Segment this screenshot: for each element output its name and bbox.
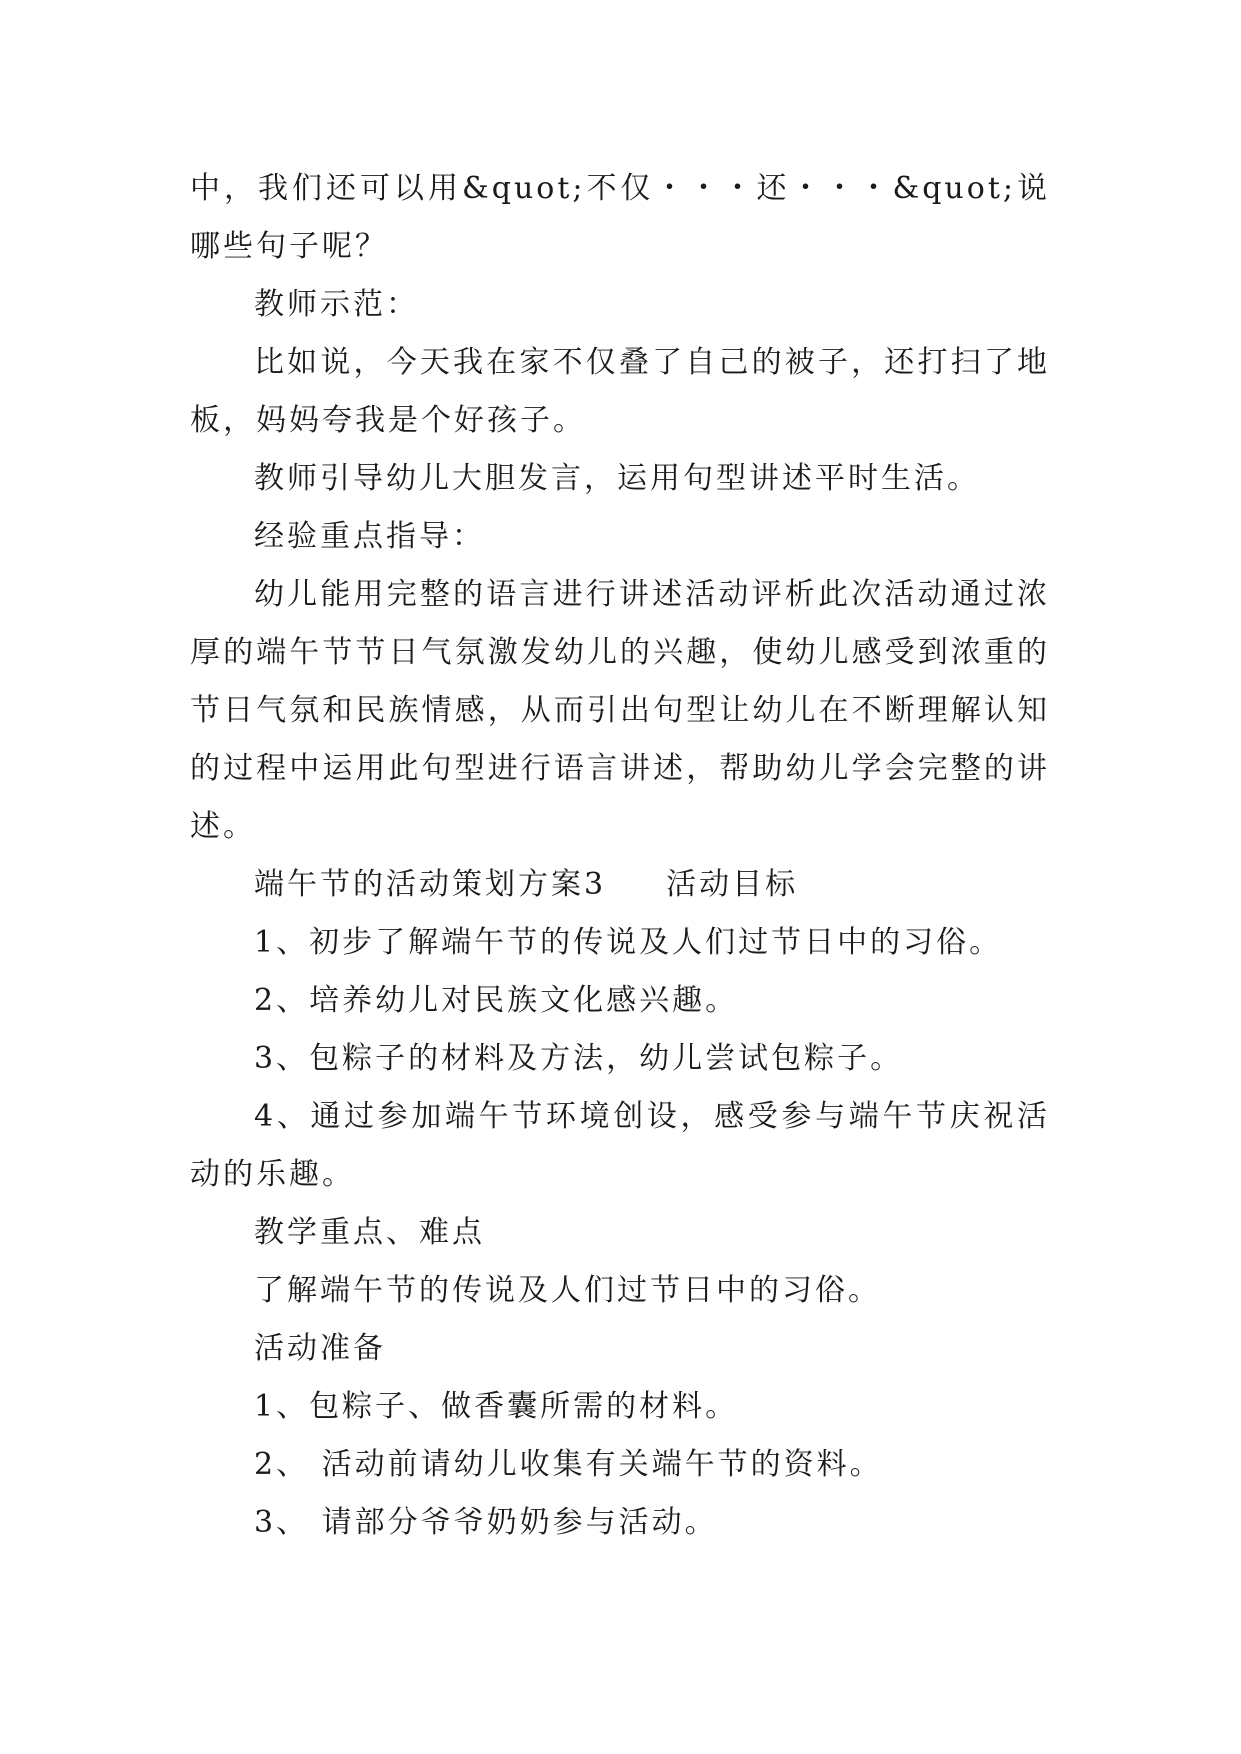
- activity-goal-heading: 活动目标: [666, 867, 799, 902]
- paragraph-experience-heading: 经验重点指导：: [254, 519, 485, 554]
- paragraph-evaluation: 幼儿能用完整的语言进行讲述活动评析此次活动通过浓厚的端午节节日气氛激发幼儿的兴趣，使幼儿感受到浓重的节日气氛和民族情感，从而引出句型让幼儿在不断理解认知的过程中运用此句型进行语言讲述，帮助幼儿学会完整的讲述。: [190, 577, 1050, 844]
- preparation-item-2: 2、 活动前请幼儿收集有关端午节的资料。: [254, 1447, 883, 1482]
- preparation-item-1: 1、包粽子、做香囊所需的材料。: [254, 1389, 739, 1424]
- paragraph-example: 比如说，今天我在家不仅叠了自己的被子，还打扫了地板，妈妈夸我是个好孩子。: [190, 345, 1050, 438]
- paragraph-teacher-guide: 教师引导幼儿大胆发言，运用句型讲述平时生活。: [254, 461, 980, 496]
- goal-item-1: 1、初步了解端午节的传说及人们过节日中的习俗。: [254, 925, 1003, 960]
- paragraph-plan-title: [190, 856, 1050, 914]
- goal-item-4: 4、通过参加端午节环境创设，感受参与端午节庆祝活动的乐趣。: [190, 1099, 1050, 1192]
- preparation-heading: 活动准备: [254, 1331, 386, 1366]
- document-body: [190, 160, 1050, 1552]
- paragraph-continuation: 中，我们还可以用&quot;不仅・・・还・・・&quot;说哪些句子呢？: [190, 171, 1050, 264]
- goal-item-3: 3、包粽子的材料及方法，幼儿尝试包粽子。: [254, 1041, 904, 1076]
- goal-item-2: 2、培养幼儿对民族文化感兴趣。: [254, 983, 739, 1018]
- plan-title: 端午节的活动策划方案3: [254, 867, 607, 902]
- key-points-heading: 教学重点、难点: [254, 1215, 485, 1250]
- key-points-text: 了解端午节的传说及人们过节日中的习俗。: [254, 1273, 881, 1308]
- paragraph-teacher-demo-heading: 教师示范：: [254, 287, 419, 322]
- preparation-item-3: 3、 请部分爷爷奶奶参与活动。: [254, 1505, 718, 1540]
